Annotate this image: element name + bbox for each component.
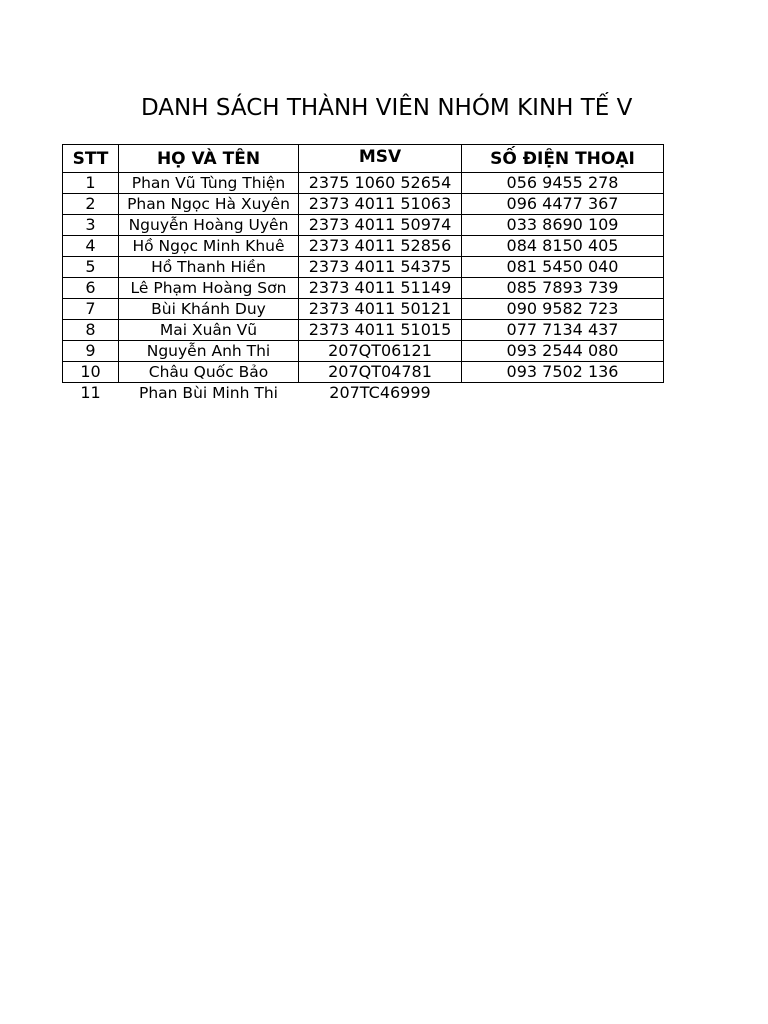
table-row bbox=[63, 278, 664, 299]
table-row bbox=[63, 341, 664, 362]
cell-msv: 207QT04781 bbox=[299, 362, 462, 383]
table-row bbox=[63, 362, 664, 383]
table-row bbox=[63, 194, 664, 215]
table-row bbox=[63, 320, 664, 341]
cell-msv: 2375 1060 52654 bbox=[299, 173, 462, 194]
cell-stt: 2 bbox=[63, 194, 119, 215]
cell-phone: 056 9455 278 bbox=[462, 173, 664, 194]
cell-stt: 6 bbox=[63, 278, 119, 299]
cell-phone: 093 2544 080 bbox=[462, 341, 664, 362]
cell-name: Lê Phạm Hoàng Sơn bbox=[119, 278, 299, 299]
cell-stt: 7 bbox=[63, 299, 119, 320]
cell-msv: 2373 4011 51015 bbox=[299, 320, 462, 341]
cell-phone: 093 7502 136 bbox=[462, 362, 664, 383]
table-row bbox=[63, 173, 664, 194]
cell-stt: 5 bbox=[63, 257, 119, 278]
cell-name: Châu Quốc Bảo bbox=[119, 362, 299, 383]
cell-phone: 090 9582 723 bbox=[462, 299, 664, 320]
cell-phone bbox=[462, 383, 664, 404]
cell-phone: 077 7134 437 bbox=[462, 320, 664, 341]
header-msv: MSV bbox=[299, 145, 462, 173]
header-stt: STT bbox=[63, 145, 119, 173]
cell-phone: 084 8150 405 bbox=[462, 236, 664, 257]
cell-msv: 2373 4011 50121 bbox=[299, 299, 462, 320]
cell-name: Nguyễn Hoàng Uyên bbox=[119, 215, 299, 236]
table-row bbox=[63, 383, 664, 404]
cell-phone: 081 5450 040 bbox=[462, 257, 664, 278]
cell-name: Phan Ngọc Hà Xuyên bbox=[119, 194, 299, 215]
table-row bbox=[63, 257, 664, 278]
cell-name: Hồ Thanh Hiền bbox=[119, 257, 299, 278]
table-row bbox=[63, 215, 664, 236]
cell-phone: 096 4477 367 bbox=[462, 194, 664, 215]
cell-stt: 10 bbox=[63, 362, 119, 383]
member-table bbox=[62, 144, 664, 403]
cell-name: Hồ Ngọc Minh Khuê bbox=[119, 236, 299, 257]
header-phone: SỐ ĐIỆN THOẠI bbox=[462, 145, 664, 173]
cell-name: Bùi Khánh Duy bbox=[119, 299, 299, 320]
cell-stt: 9 bbox=[63, 341, 119, 362]
page-title: DANH SÁCH THÀNH VIÊN NHÓM KINH TẾ V bbox=[141, 95, 633, 121]
table-row bbox=[63, 299, 664, 320]
cell-stt: 8 bbox=[63, 320, 119, 341]
cell-phone: 033 8690 109 bbox=[462, 215, 664, 236]
table-row bbox=[63, 236, 664, 257]
cell-stt: 4 bbox=[63, 236, 119, 257]
cell-name: Nguyễn Anh Thi bbox=[119, 341, 299, 362]
cell-msv: 2373 4011 54375 bbox=[299, 257, 462, 278]
cell-msv: 207QT06121 bbox=[299, 341, 462, 362]
cell-phone: 085 7893 739 bbox=[462, 278, 664, 299]
cell-stt: 11 bbox=[80, 383, 101, 402]
cell-msv: 2373 4011 51063 bbox=[299, 194, 462, 215]
cell-msv: 2373 4011 51149 bbox=[299, 278, 462, 299]
header-name: HỌ VÀ TÊN bbox=[119, 145, 299, 173]
cell-name: Phan Bùi Minh Thi bbox=[139, 384, 278, 402]
cell-msv: 2373 4011 50974 bbox=[299, 215, 462, 236]
cell-stt: 3 bbox=[63, 215, 119, 236]
cell-name: Mai Xuân Vũ bbox=[119, 320, 299, 341]
header-row bbox=[63, 145, 664, 173]
cell-msv: 207TC46999 bbox=[329, 383, 431, 402]
cell-name: Phan Vũ Tùng Thiện bbox=[119, 173, 299, 194]
cell-msv: 2373 4011 52856 bbox=[299, 236, 462, 257]
cell-stt: 1 bbox=[63, 173, 119, 194]
title-area bbox=[62, 92, 663, 126]
